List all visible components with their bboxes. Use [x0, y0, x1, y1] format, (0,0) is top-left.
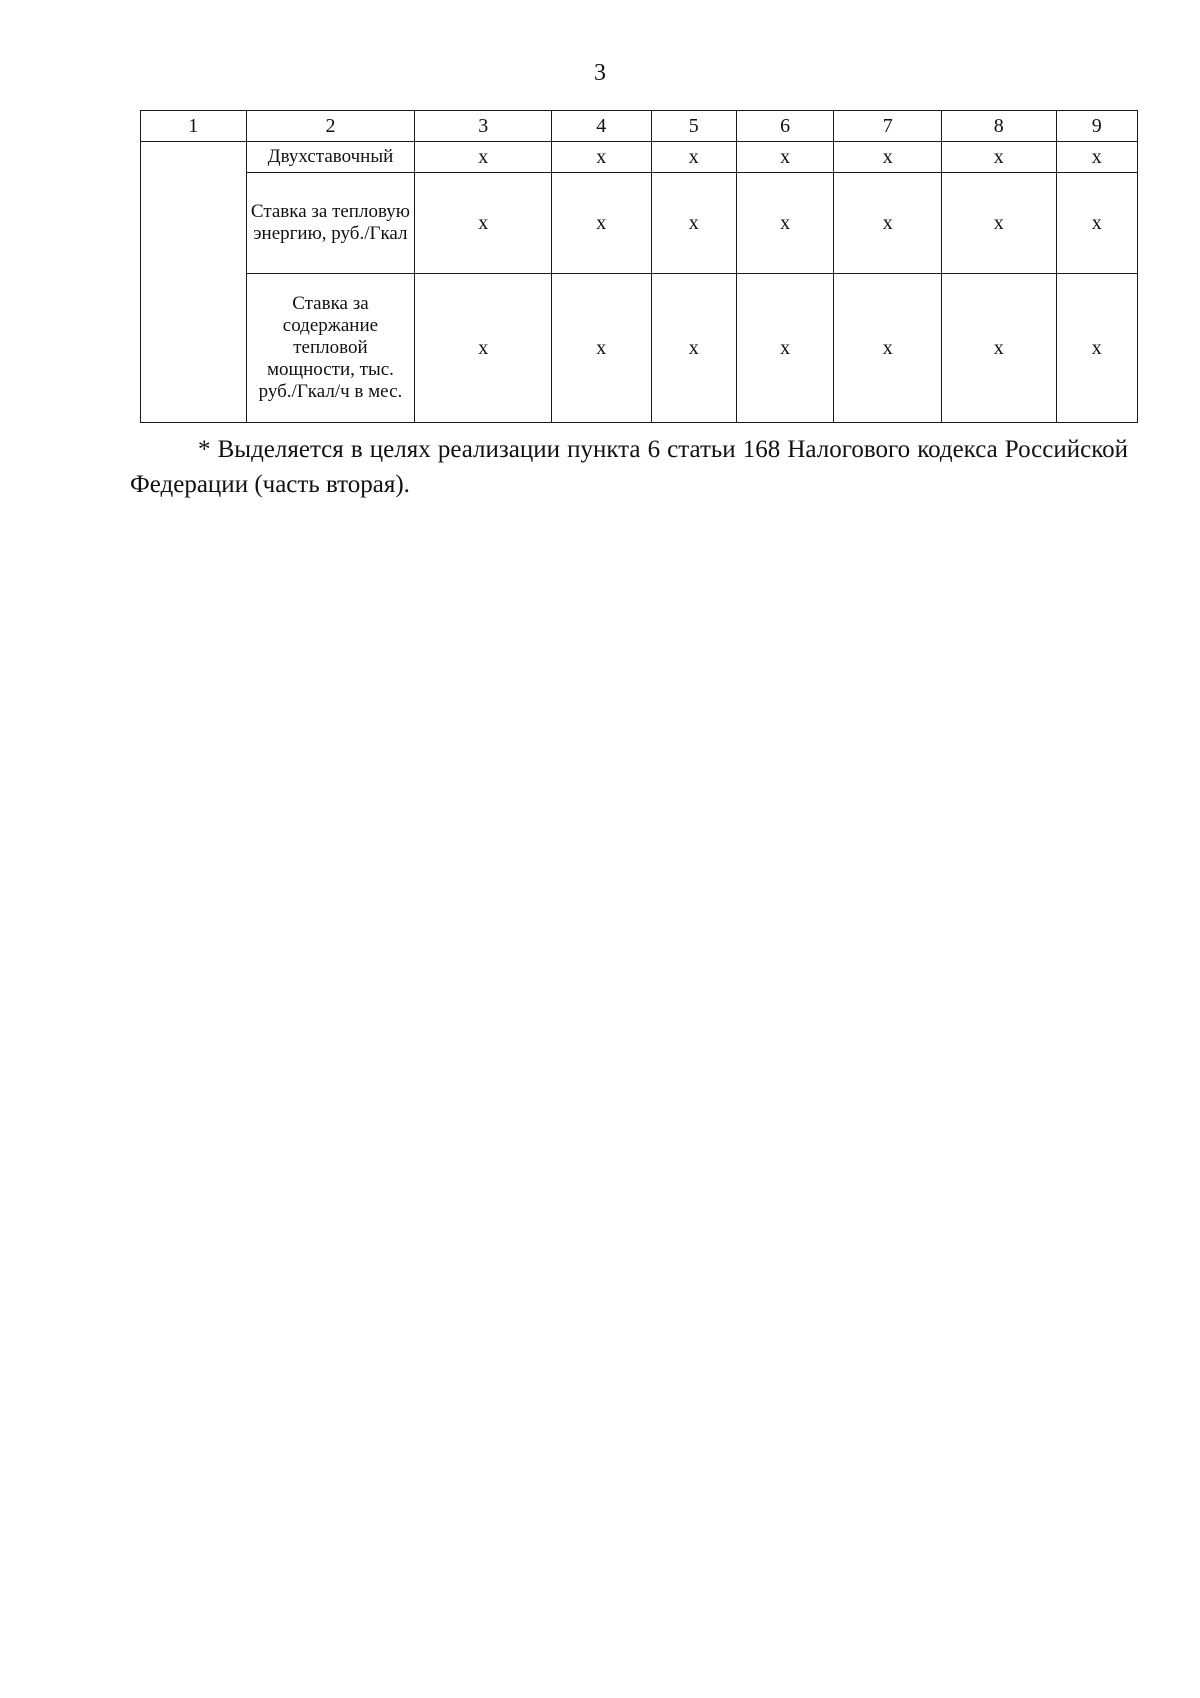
column-number-4: 4 — [552, 111, 651, 142]
column-number-9: 9 — [1056, 111, 1137, 142]
page-number: 3 — [594, 60, 606, 86]
table-cell: х — [834, 173, 942, 274]
table-cell: х — [415, 142, 552, 173]
table-cell: х — [1056, 274, 1137, 423]
table-row — [141, 274, 1138, 423]
column-number-2: 2 — [246, 111, 415, 142]
row-label: Двухставочный — [246, 142, 415, 173]
table-cell: х — [941, 173, 1056, 274]
tariff-table — [140, 110, 1138, 423]
column-number-8: 8 — [941, 111, 1056, 142]
merged-empty-cell — [141, 142, 247, 423]
table-cell: х — [415, 173, 552, 274]
column-number-6: 6 — [736, 111, 833, 142]
column-number-7: 7 — [834, 111, 942, 142]
table-row — [141, 173, 1138, 274]
table-cell: х — [834, 142, 942, 173]
table-cell: х — [736, 142, 833, 173]
column-number-1: 1 — [141, 111, 247, 142]
table-cell: х — [651, 142, 736, 173]
table-cell: х — [552, 173, 651, 274]
column-number-5: 5 — [651, 111, 736, 142]
table-cell: х — [651, 274, 736, 423]
table-row — [141, 142, 1138, 173]
table-cell: х — [941, 142, 1056, 173]
footnote: * Выделяется в целях реализации пункта 6 статьи 168 Налогового кодекса Российской Федерации (часть вторая). — [130, 436, 1128, 498]
table-cell: х — [415, 274, 552, 423]
table-cell: х — [552, 274, 651, 423]
table-cell: х — [834, 274, 942, 423]
table-cell: х — [1056, 142, 1137, 173]
table-cell: х — [552, 142, 651, 173]
table-cell: х — [1056, 173, 1137, 274]
column-number-3: 3 — [415, 111, 552, 142]
table-cell: х — [736, 274, 833, 423]
row-label: Ставка за содержание тепловой мощности, тыс. руб./Гкал/ч в мес. — [246, 274, 415, 423]
table-cell: х — [736, 173, 833, 274]
table-cell: х — [941, 274, 1056, 423]
row-label: Ставка за тепловую энергию, руб./Гкал — [246, 173, 415, 274]
table-header-row — [141, 111, 1138, 142]
table-cell: х — [651, 173, 736, 274]
